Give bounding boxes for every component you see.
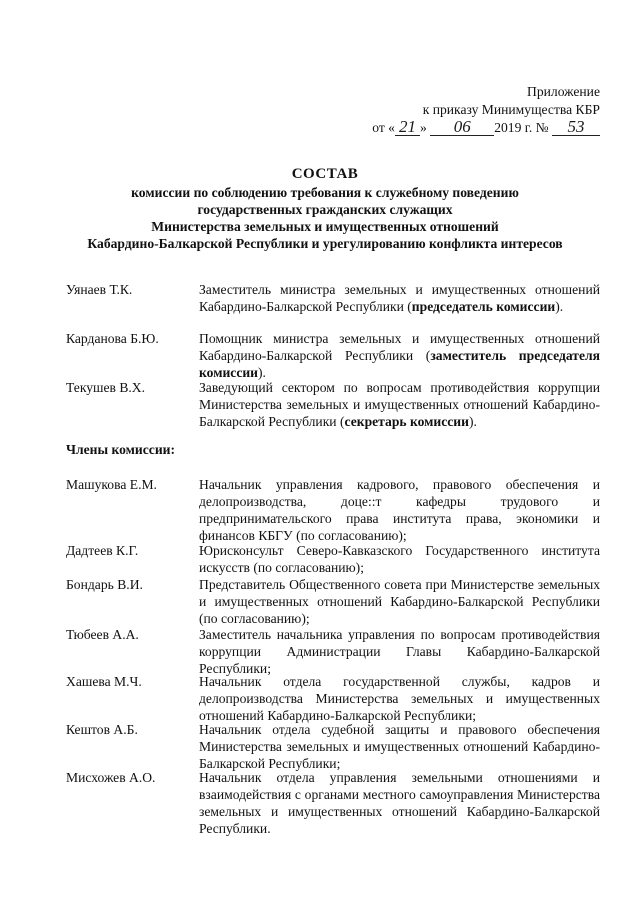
member-position: Заместитель министра земельных и имущественных отношений Кабардино-Балкарской Республики (председатель комиссии). [199, 282, 600, 314]
handwritten-month: 06 [430, 119, 494, 136]
member-name: Хашева М.Ч. [66, 674, 142, 689]
member-row [66, 330, 600, 381]
member-position: Начальник отдела государственной службы, кадров и делопроизводства Министерства земельных и имущественных отношений Кабардино-Балкарской Республики; [199, 674, 600, 723]
member-name: Машукова Е.М. [66, 477, 157, 492]
member-name: Тюбеев А.А. [66, 627, 139, 642]
member-name: Дадтеев К.Г. [66, 543, 139, 558]
appendix-order-ref: к приказу Минимущества КБР [422, 102, 600, 117]
member-name: Текушев В.Х. [66, 380, 146, 395]
member-position: Юрисконсульт Северо-Кавказского Государственного института искусств (по согласованию); [199, 543, 600, 575]
member-row [66, 281, 600, 315]
handwritten-day: 21 [395, 119, 420, 136]
member-role: председатель комиссии [411, 299, 556, 314]
member-name: Карданова Б.Ю. [66, 331, 159, 346]
member-row [66, 476, 600, 544]
appendix-block [320, 83, 600, 137]
member-row [66, 721, 600, 772]
heading-line-4: Кабардино-Балкарской Республики и урегулированию конфликта интересов [87, 236, 563, 251]
member-role: заместитель председателя комиссии [199, 348, 600, 380]
member-position: Начальник отдела управления земельными отношениями и взаимодействия с органами местного самоуправления Министерства земельных и имущественных отношений Кабардино-Балкарской Республики. [199, 770, 600, 836]
handwritten-number: 53 [552, 119, 600, 136]
heading-line-3: Министерства земельных и имущественных отношений [151, 219, 499, 234]
heading-line-1: комиссии по соблюдению требования к служебному поведению [131, 185, 519, 200]
member-name: Мисхожев А.О. [66, 770, 156, 785]
heading-title: СОСТАВ [291, 166, 359, 182]
member-position: Заведующий сектором по вопросам противодействия коррупции Министерства земельных и имущественных отношений Кабардино-Балкарской Республики (секретарь комиссии). [199, 380, 600, 429]
member-position: Помощник министра земельных и имущественных отношений Кабардино-Балкарской Республики (заместитель председателя комиссии). [199, 331, 600, 380]
member-position: Представитель Общественного совета при Министерстве земельных и имущественных отношений Кабардино-Балкарской Республики (по согласованию); [199, 577, 600, 626]
date-mid: » [419, 120, 427, 135]
member-row [66, 673, 600, 724]
member-row [66, 576, 600, 627]
appendix-title: Приложение [527, 84, 600, 99]
member-position: Заместитель начальника управления по вопросам противодействия коррупции Администрации Главы Кабардино-Балкарской Республики; [199, 627, 600, 676]
members-heading: Члены комиссии: [66, 442, 176, 457]
member-name: Кештов А.Б. [66, 722, 138, 737]
date-year: 2019 г. № [494, 120, 549, 135]
heading-line-2: государственных гражданских служащих [197, 202, 453, 217]
member-row [66, 542, 600, 576]
member-role: секретарь комиссии [344, 414, 469, 429]
document-heading [50, 166, 600, 252]
appendix-date-line [320, 119, 600, 137]
date-prefix: от « [372, 120, 395, 135]
member-position: Начальник отдела судебной защиты и правового обеспечения Министерства земельных и имущественных отношений Кабардино-Балкарской Республики; [199, 722, 600, 771]
member-position: Начальник управления кадрового, правового обеспечения и делопроизводства, доце::т кафедры трудового и предпринимательского права института права, экономики и финансов КБГУ (по согласованию); [199, 477, 600, 543]
member-name: Уянаев Т.К. [66, 282, 133, 297]
member-row [66, 626, 600, 677]
member-row [66, 769, 600, 837]
member-name: Бондарь В.И. [66, 577, 143, 592]
member-row [66, 379, 600, 430]
